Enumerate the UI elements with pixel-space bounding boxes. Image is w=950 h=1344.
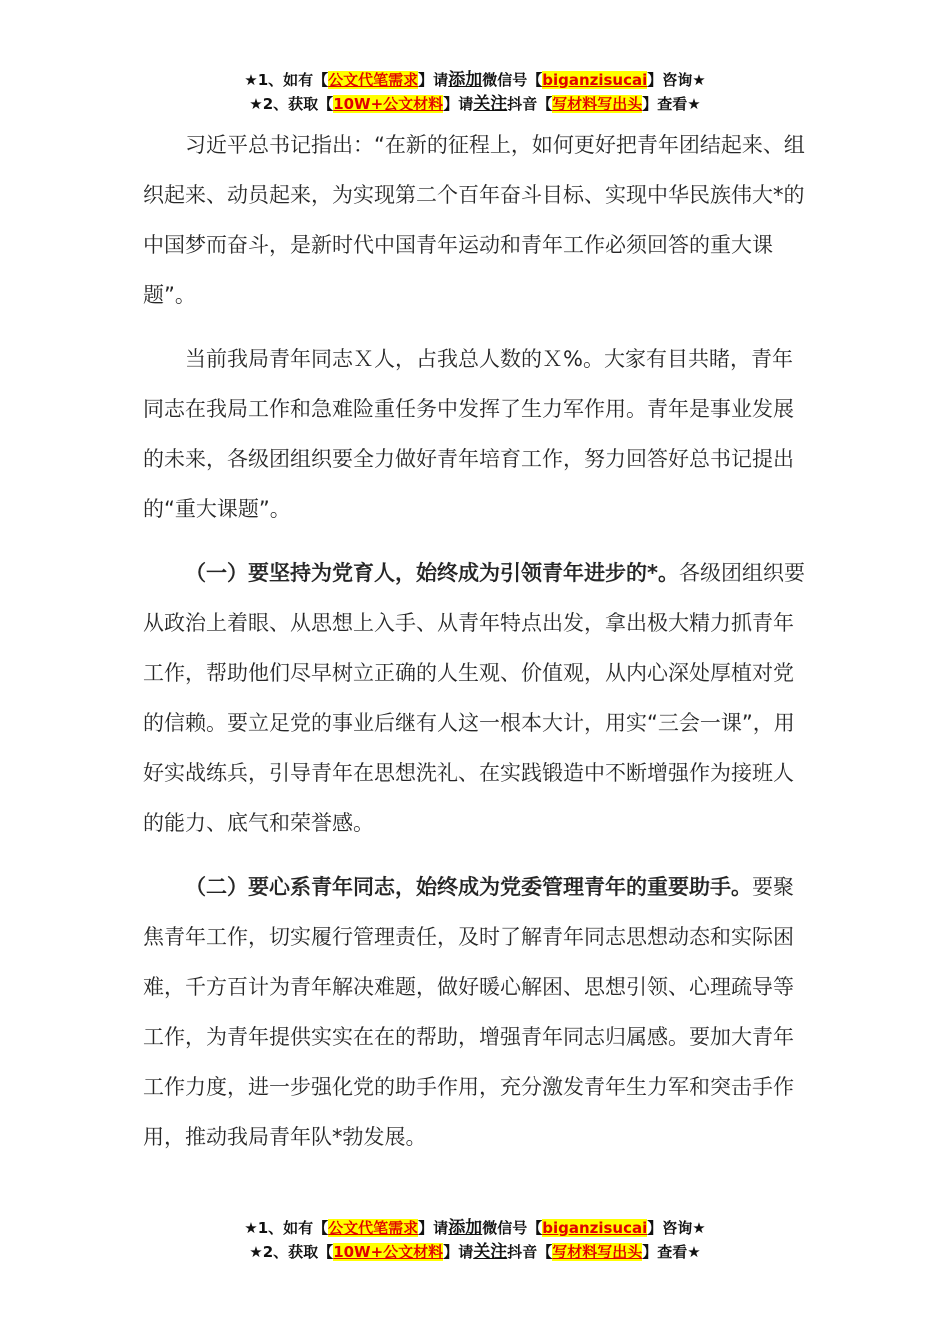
promo-highlight: 公文代笔需求 [328, 1219, 419, 1237]
promo-text: ★2、获取【 [249, 95, 334, 113]
promo-text: 】请 [443, 1243, 474, 1261]
promo-text: 抖音【 [507, 1243, 553, 1261]
section-1-body: 各级团组织要从政治上着眼、从思想上入手、从青年特点出发，拿出极大精力抓青年工作，帮助他们尽早树立正确的人生观、价值观，从内心深处厚植对党的信赖。要立足党的事业后继有人这一根本大计，用实“三会一课”，用好实战练兵，引导青年在思想洗礼、在实践锻造中不断增强作为接班人的能力、底气和荣誉感。 [143, 561, 805, 835]
promo-text: 】咨询★ [647, 71, 706, 89]
promo-text: 微信号【 [482, 1219, 543, 1237]
promo-highlight: 10W+公文材料 [333, 95, 444, 113]
document-body [143, 120, 807, 1162]
promo-line-2 [0, 1240, 950, 1264]
top-promo-banner [0, 68, 950, 116]
promo-text: 】请 [443, 95, 474, 113]
promo-line-1 [0, 68, 950, 92]
section-2-heading: （二）要心系青年同志，始终成为党委管理青年的重要助手。 [185, 875, 752, 899]
promo-highlight: biganzisucai [542, 1219, 648, 1237]
promo-emphasis: 添加 [448, 1218, 483, 1238]
promo-text: 】请 [418, 71, 449, 89]
promo-highlight: 公文代笔需求 [328, 71, 419, 89]
promo-text: ★2、获取【 [249, 1243, 334, 1261]
promo-text: 微信号【 [482, 71, 543, 89]
paragraph-section-1 [143, 548, 807, 848]
promo-text: 】查看★ [642, 1243, 701, 1261]
promo-emphasis: 添加 [448, 70, 483, 90]
promo-text: 】查看★ [642, 95, 701, 113]
promo-text: 抖音【 [507, 95, 553, 113]
promo-line-2 [0, 92, 950, 116]
paragraph-section-2 [143, 862, 807, 1162]
promo-highlight: biganzisucai [542, 71, 648, 89]
promo-text: 】咨询★ [647, 1219, 706, 1237]
promo-text: ★1、如有【 [244, 1219, 329, 1237]
promo-line-1 [0, 1216, 950, 1240]
promo-text: 】请 [418, 1219, 449, 1237]
paragraph-quote: 习近平总书记指出：“在新的征程上，如何更好把青年团结起来、组织起来、动员起来，为实现第二个百年奋斗目标、实现中华民族伟大*的中国梦而奋斗，是新时代中国青年运动和青年工作必须回答的重大课题”。 [143, 133, 805, 307]
paragraph-status: 当前我局青年同志Ｘ人，占我总人数的Ｘ%。大家有目共睹，青年同志在我局工作和急难险重任务中发挥了生力军作用。青年是事业发展的未来，各级团组织要全力做好青年培育工作，努力回答好总书记提出的“重大课题”。 [143, 347, 794, 521]
promo-highlight: 10W+公文材料 [333, 1243, 444, 1261]
bottom-promo-banner [0, 1216, 950, 1264]
promo-text: ★1、如有【 [244, 71, 329, 89]
promo-emphasis: 关注 [473, 1242, 508, 1262]
promo-emphasis: 关注 [473, 94, 508, 114]
promo-highlight: 写材料写出头 [552, 1243, 643, 1261]
section-1-heading: （一）要坚持为党育人，始终成为引领青年进步的*。 [185, 561, 679, 585]
section-2-body: 要聚焦青年工作，切实履行管理责任，及时了解青年同志思想动态和实际困难，千方百计为青年解决难题，做好暖心解困、思想引领、心理疏导等工作，为青年提供实实在在的帮助，增强青年同志归属感。要加大青年工作力度，进一步强化党的助手作用，充分激发青年生力军和突击手作用，推动我局青年队*勃发展。 [143, 875, 794, 1149]
promo-highlight: 写材料写出头 [552, 95, 643, 113]
